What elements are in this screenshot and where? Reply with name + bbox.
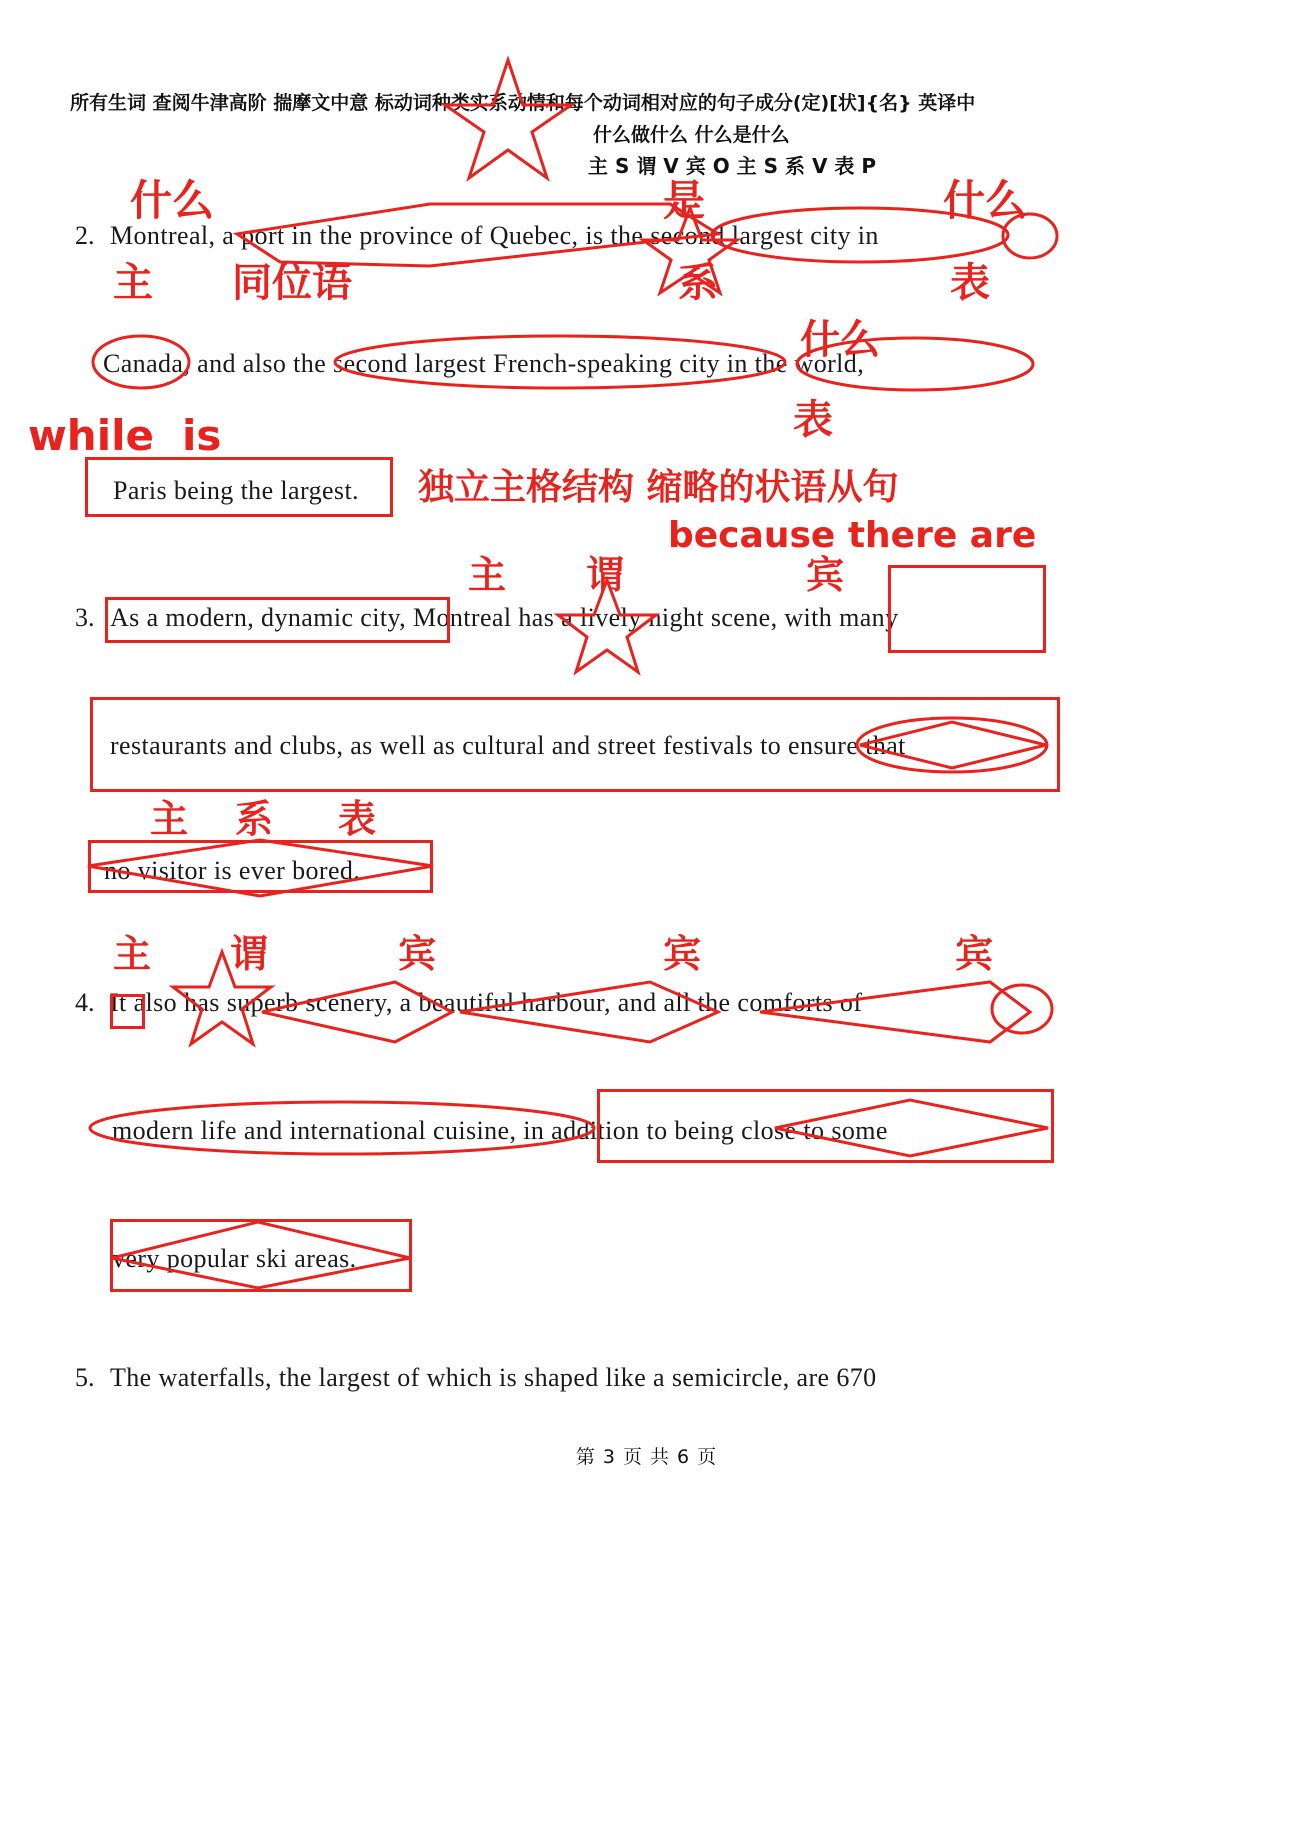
header-note: 所有生词 查阅牛津高阶 揣摩文中意 标动词种类实系动情和每个动词相对应的句子成分(定)[状]{名} 英译中 — [70, 92, 976, 114]
item-number-4: 4. — [75, 988, 95, 1017]
item-4-line-1: It also has superb scenery, a beautiful harbour, and all the comforts of — [110, 988, 863, 1017]
item-3-line-1: As a modern, dynamic city, Montreal has a lively night scene, with many — [110, 603, 899, 632]
ellipse-of — [992, 985, 1052, 1033]
item-4-line-2: modern life and international cuisine, in addition to being close to some — [112, 1116, 888, 1145]
header-line-2: 什么做什么 什么是什么 — [593, 124, 790, 146]
star-icon-header — [445, 60, 571, 178]
annotation-label-while: while — [28, 411, 154, 460]
annotation-label-a21: 谓 — [230, 932, 269, 976]
annotation-label-a7: 表 — [950, 260, 990, 306]
annotation-label-a15: 谓 — [586, 553, 625, 597]
annotation-label-a16: 宾 — [806, 553, 845, 597]
item-number-3: 3. — [75, 603, 95, 632]
annotation-label-a1: 什么 — [130, 176, 215, 225]
page-footer: 第 3 页 共 6 页 — [575, 1446, 718, 1468]
item-5-line-1: The waterfalls, the largest of which is shaped like a semicircle, are 670 — [110, 1363, 877, 1392]
annotation-label-a19: 表 — [338, 797, 377, 841]
item-2-line-3: Paris being the largest. — [113, 476, 359, 505]
item-2-line-2: Canada, and also the second largest French-speaking city in the world, — [103, 349, 865, 378]
annotation-label-a4: 主 — [113, 260, 153, 306]
item-number-2: 2. — [75, 221, 95, 250]
annotation-label-a20: 主 — [113, 932, 152, 976]
annotation-label-a22: 宾 — [398, 932, 437, 976]
header-line-3: 主 S 谓 V 宾 O 主 S 系 V 表 P — [588, 154, 877, 178]
annotation-label-a5: 同位语 — [232, 260, 352, 306]
annotation-label-is: is — [182, 411, 222, 460]
annotation-label-because-there-are: because there are — [668, 515, 1037, 556]
annotation-label-a23: 宾 — [663, 932, 702, 976]
annotation-label-a17: 主 — [150, 797, 189, 841]
annotation-label-a18: 系 — [235, 797, 274, 841]
item-4-line-3: very popular ski areas. — [112, 1244, 357, 1273]
annotation-box-with-many — [888, 565, 1046, 653]
annotation-label-independent-structure: 独立主格结构 缩略的状语从句 — [418, 467, 899, 508]
annotation-label-a6: 系 — [678, 260, 718, 306]
annotation-label-a3: 什么 — [943, 176, 1028, 225]
item-2-line-1: Montreal, a port in the province of Quebec, is the second largest city in — [110, 221, 879, 250]
item-number-5: 5. — [75, 1363, 95, 1392]
item-3-line-2: restaurants and clubs, as well as cultural and street festivals to ensure that — [110, 731, 906, 760]
annotation-label-a14: 主 — [468, 553, 507, 597]
annotation-label-a2: 是 — [663, 176, 706, 225]
annotation-label-a24: 宾 — [955, 932, 994, 976]
item-3-line-3: no visitor is ever bored. — [104, 856, 361, 885]
annotation-label-a9: 表 — [793, 397, 833, 443]
annotation-label-a8: 什么 — [800, 317, 880, 363]
